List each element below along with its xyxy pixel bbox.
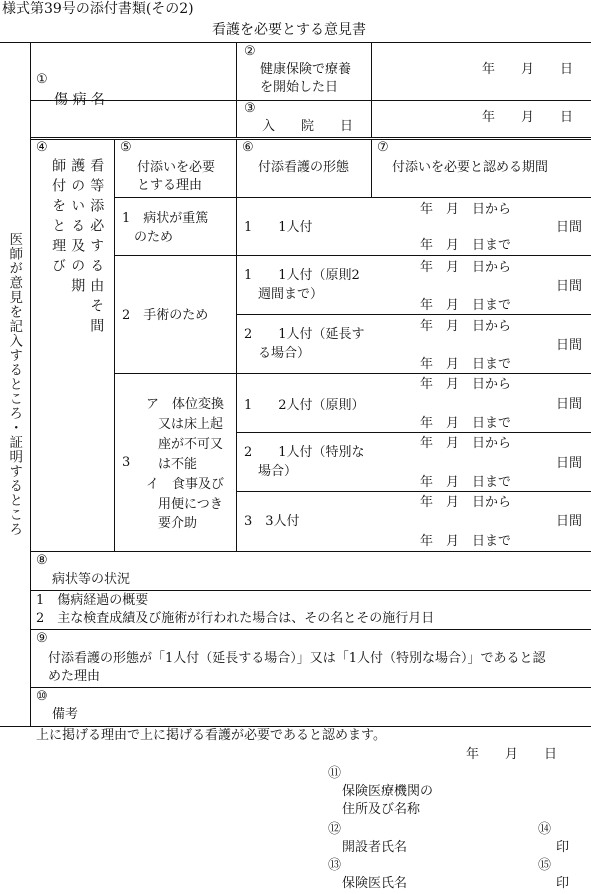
period5-to: 年 月 日まで xyxy=(420,475,512,490)
form3-line1: 2 1人付（延長す xyxy=(244,327,365,342)
section2-line1: 健康保険で療養 xyxy=(260,62,352,77)
period6-days: 日間 xyxy=(556,514,583,529)
certify-date: 年 月 日 xyxy=(466,747,558,762)
reason1-line1: 1 病状が重篤 xyxy=(122,211,209,226)
form5-line1: 2 1人付（特別な xyxy=(244,445,365,460)
side-label: 医師が意見を記入するところ・証明するところ xyxy=(6,232,23,537)
section7-label: 付添いを必要と認める期間 xyxy=(392,160,549,175)
section5-line2: とする理由 xyxy=(137,178,203,193)
period3-from: 年 月 日から xyxy=(420,319,512,334)
period6-to: 年 月 日まで xyxy=(420,534,512,549)
section9-number: ⑨ xyxy=(36,631,48,646)
section1-label: 傷 病 名 xyxy=(54,92,105,108)
form3-line2: る場合） xyxy=(258,346,311,361)
period2-days: 日間 xyxy=(556,279,583,294)
doctor-name-label: 保険医氏名 xyxy=(342,876,408,891)
institution-line2: 住所及び名称 xyxy=(342,802,421,817)
section4-col2: 護のいる及の期 xyxy=(69,158,86,298)
section7-number: ⑦ xyxy=(377,140,389,155)
form2-line1: 1 1人付（原則2 xyxy=(244,268,360,283)
period4-to: 年 月 日まで xyxy=(420,416,512,431)
founder-name-label: 開設者氏名 xyxy=(342,840,408,855)
period4-days: 日間 xyxy=(556,397,583,412)
reason1-line2: のため xyxy=(134,230,174,245)
section1-number: ① xyxy=(36,72,48,87)
form-number: 様式第39号の添付書類(その2) xyxy=(2,1,194,17)
form6: 3 3人付 xyxy=(244,514,300,529)
section8-item2: 2 主な検査成績及び施術が行われた場合は、その名とその施行月日 xyxy=(36,611,435,626)
form2-line2: 週間まで） xyxy=(258,287,324,302)
period6-from: 年 月 日から xyxy=(420,495,512,510)
period5-from: 年 月 日から xyxy=(420,436,512,451)
period3-days: 日間 xyxy=(556,338,583,353)
section3-label: 入 院 日 xyxy=(262,119,354,134)
reason3-line4: は不能 xyxy=(158,457,198,472)
section5-line1: 付添いを必要 xyxy=(137,160,216,175)
section9-line1: 付添看護の形態が「1人付（延長する場合）」又は「1人付（特別な場合）」であると認 xyxy=(48,651,546,666)
period1-from: 年 月 日から xyxy=(420,202,512,217)
period2-to: 年 月 日まで xyxy=(420,298,512,313)
period4-from: 年 月 日から xyxy=(420,377,512,392)
section2-line2: を開始した日 xyxy=(260,80,339,95)
section9-line2: めた理由 xyxy=(48,669,101,684)
seal1-mark: 印 xyxy=(556,840,570,855)
section10-number: ⑩ xyxy=(36,689,48,704)
section8-number: ⑧ xyxy=(36,553,48,568)
section4-label xyxy=(50,158,104,338)
section8-item1: 1 傷病経過の概要 xyxy=(36,593,149,608)
section6-label: 付添看護の形態 xyxy=(258,160,350,175)
form5-line2: 場合） xyxy=(258,464,298,479)
certify-num11: ⑪ xyxy=(328,766,342,781)
form-title: 看護を必要とする意見書 xyxy=(212,22,366,38)
reason3-line7: 要介助 xyxy=(158,516,198,531)
section4-col3: 師付をと理び xyxy=(50,158,67,278)
certify-num13: ⑬ xyxy=(328,858,342,873)
section10-label: 備考 xyxy=(52,707,79,722)
form4: 1 2人付（原則） xyxy=(244,398,365,413)
institution-line1: 保険医療機関の xyxy=(342,784,434,799)
certify-num14: ⑭ xyxy=(538,822,552,837)
section3-date: 年 月 日 xyxy=(482,110,574,125)
reason3-number: 3 xyxy=(122,455,131,470)
section5-number: ⑤ xyxy=(120,140,132,155)
reason3-line6: 用便につき xyxy=(158,497,223,512)
section2-number: ② xyxy=(244,44,256,59)
section2-date: 年 月 日 xyxy=(482,62,574,77)
period1-to: 年 月 日まで xyxy=(420,238,512,253)
reason3-line1: ア 体位変換 xyxy=(146,397,225,412)
reason3-line3: 座が不可又 xyxy=(158,437,224,452)
form1: 1 1人付 xyxy=(244,220,313,235)
period1-days: 日間 xyxy=(556,220,583,235)
section8-label: 病状等の状況 xyxy=(52,572,131,587)
period3-to: 年 月 日まで xyxy=(420,357,512,372)
certify-num12: ⑫ xyxy=(328,822,342,837)
certify-num15: ⑮ xyxy=(538,858,552,873)
section3-number: ③ xyxy=(244,101,256,116)
section6-number: ⑥ xyxy=(242,140,254,155)
seal2-mark: 印 xyxy=(556,876,570,891)
period5-days: 日間 xyxy=(556,456,583,471)
period2-from: 年 月 日から xyxy=(420,260,512,275)
reason3-line5: イ 食事及び xyxy=(146,477,225,492)
reason2: 2 手術のため xyxy=(122,308,209,323)
section4-col1: 看等添必する由そ間 xyxy=(88,158,105,338)
certify-statement: 上に掲げる理由で上に掲げる看護が必要であると認めます。 xyxy=(36,728,386,743)
reason3-line2: 又は床上起 xyxy=(158,417,224,432)
section4-number: ④ xyxy=(36,140,48,155)
